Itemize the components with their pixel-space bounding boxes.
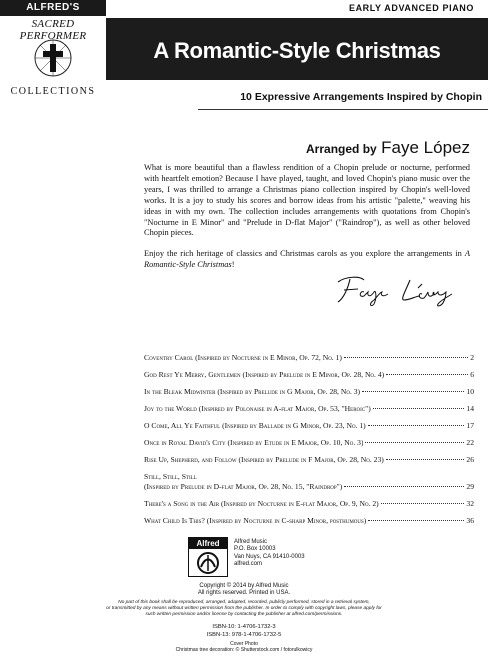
isbn-13: ISBN-13: 978-1-4706-1732-5 — [206, 632, 282, 639]
toc-page: 2 — [470, 353, 474, 362]
toc-title: What Child Is This? (Inspired by Nocturne in C-sharp Minor, posthumous) — [144, 516, 367, 525]
toc-row[interactable] — [144, 438, 474, 455]
toc-title: Rise Up, Shepherd, and Follow (Inspired by Prelude in F Major, Op. 28, No. 23) — [144, 455, 384, 464]
toc-row[interactable] — [144, 499, 474, 516]
toc-title: There's a Song in the Air (Inspired by Nocturne in E-flat Major, Op. 9, No. 2) — [144, 499, 379, 508]
isbn — [0, 623, 488, 639]
publisher-mark-icon — [195, 551, 221, 575]
address-line: Alfred Music — [234, 539, 268, 545]
intro-p2-end: ! — [231, 260, 235, 270]
legal-line: or transmitted by any means without written permission from the publisher. In order to comply with copyright laws, please apply for — [106, 605, 382, 611]
toc-title: Joy to the World (Inspired by Polonaise in A-flat Major, Op. 53, "Heroic") — [144, 404, 371, 413]
toc-page: 29 — [466, 482, 474, 491]
legal-notice — [86, 600, 402, 617]
toc-title: Once in Royal David's City (Inspired by Etude in E Major, Op. 10, No. 3) — [144, 438, 364, 447]
toc-row[interactable] — [144, 516, 474, 533]
toc-title: God Rest Ye Merry, Gentlemen (Inspired by Prelude in E Minor, Op. 28, No. 4) — [144, 370, 385, 379]
signature — [330, 270, 470, 310]
table-of-contents — [144, 353, 474, 533]
subtitle-box — [198, 84, 488, 110]
series-logo — [0, 0, 106, 112]
publisher-website[interactable]: alfred.com — [234, 561, 263, 568]
logo-collections: COLLECTIONS — [10, 86, 96, 97]
toc-title: O Come, All Ye Faithful (Inspired by Ballade in G Minor, Op. 23, No. 1) — [144, 421, 366, 430]
toc-row[interactable] — [144, 370, 474, 387]
toc-title-first-line: Still, Still, Still — [144, 472, 197, 481]
toc-leader — [368, 520, 464, 521]
toc-row[interactable] — [144, 353, 474, 370]
credit-line: Christmas tree decoration: © Shutterstock.com / fotorulkowicy — [175, 647, 313, 654]
toc-row[interactable] — [144, 387, 474, 404]
toc-leader — [362, 391, 464, 392]
toc-page: 14 — [466, 404, 474, 413]
arranger-name: Faye López — [381, 138, 470, 157]
toc-page: 6 — [470, 370, 474, 379]
logo-brand: ALFRED'S — [0, 0, 106, 16]
publisher-logo — [188, 537, 228, 577]
intro-text — [144, 163, 470, 271]
book-subtitle: 10 Expressive Arrangements Inspired by Chopin — [240, 91, 482, 103]
address-line: Van Nuys, CA 91410-0003 — [234, 553, 305, 560]
toc-leader — [368, 425, 465, 426]
series-bar — [106, 0, 488, 18]
toc-page: 32 — [466, 499, 474, 508]
toc-page: 22 — [466, 438, 474, 447]
toc-title: (Inspired by Prelude in D-flat Major, Op. 28, No. 15, "Raindrop") — [144, 482, 343, 491]
arranger-credit — [306, 138, 470, 158]
toc-page: 17 — [466, 421, 474, 430]
copyright-line: All rights reserved. Printed in USA. — [197, 590, 291, 597]
toc-title: In the Bleak Midwinter (Inspired by Prelude in G Major, Op. 28, No. 3) — [144, 387, 361, 396]
toc-row[interactable] — [144, 421, 474, 438]
toc-leader — [373, 408, 465, 409]
logo-series-name: SACRED PERFORMER — [19, 18, 87, 42]
copyright — [0, 583, 488, 598]
toc-leader — [381, 503, 465, 504]
toc-title: Coventry Carol (Inspired by Nocturne in E Minor, Op. 72, No. 1) — [144, 353, 342, 362]
toc-row[interactable] — [144, 455, 474, 472]
toc-leader — [344, 486, 464, 487]
cross-icon — [33, 38, 73, 78]
legal-line: such written permission and/or license by contacting the publisher at alfred.com/permissions. — [145, 611, 343, 617]
isbn-10: ISBN-10: 1-4706-1732-3 — [212, 624, 276, 630]
toc-leader — [386, 374, 468, 375]
toc-page: 10 — [466, 387, 474, 396]
toc-row[interactable] — [144, 404, 474, 421]
toc-page: 36 — [466, 516, 474, 525]
publisher-address — [234, 539, 305, 569]
intro-paragraph-1: What is more beautiful than a flawless rendition of a Chopin prelude or nocturne, performed with heartfelt emotion? Because I have played, taught, and loved Chopin's piano music over the years, I was thrilled to arrange a Christmas piano collection inspired by Chopin's well-loved works. It is a joy to study his scores and borrow ideas from his artistic "palette," weaving his ideas in with my own. The collection includes arrangements with quotations from Chopin's "Nocturne in E Minor" and "Prelude in D-flat Major" ("Raindrop"), as well as other beloved Chopin pieces. — [144, 163, 470, 238]
arranger-prefix: Arranged by — [306, 142, 377, 156]
photo-credit — [0, 641, 488, 653]
toc-page: 26 — [466, 455, 474, 464]
credit-line: Cover Photo — [230, 641, 258, 647]
toc-row[interactable] — [144, 482, 474, 499]
series-level: EARLY ADVANCED PIANO — [348, 3, 474, 13]
toc-leader — [386, 459, 465, 460]
book-title: A Romantic-Style Christmas — [153, 38, 441, 63]
address-line: P.O. Box 10003 — [234, 546, 276, 553]
publisher-logo-name: Alfred — [189, 538, 227, 549]
intro-paragraph-2 — [144, 249, 470, 271]
legal-line: No part of this book shall be reproduced, arranged, adapted, recorded, publicly performed, stored in a retrieval system, — [118, 600, 370, 605]
toc-leader — [344, 357, 468, 358]
toc-leader — [365, 442, 464, 443]
intro-p2-title: A Romantic-Style Christmas — [144, 249, 471, 270]
copyright-line: Copyright © 2014 by Alfred Music — [199, 583, 289, 589]
intro-p2-text: Enjoy the rich heritage of classics and Christmas carols as you explore the arrangements in — [144, 249, 462, 259]
